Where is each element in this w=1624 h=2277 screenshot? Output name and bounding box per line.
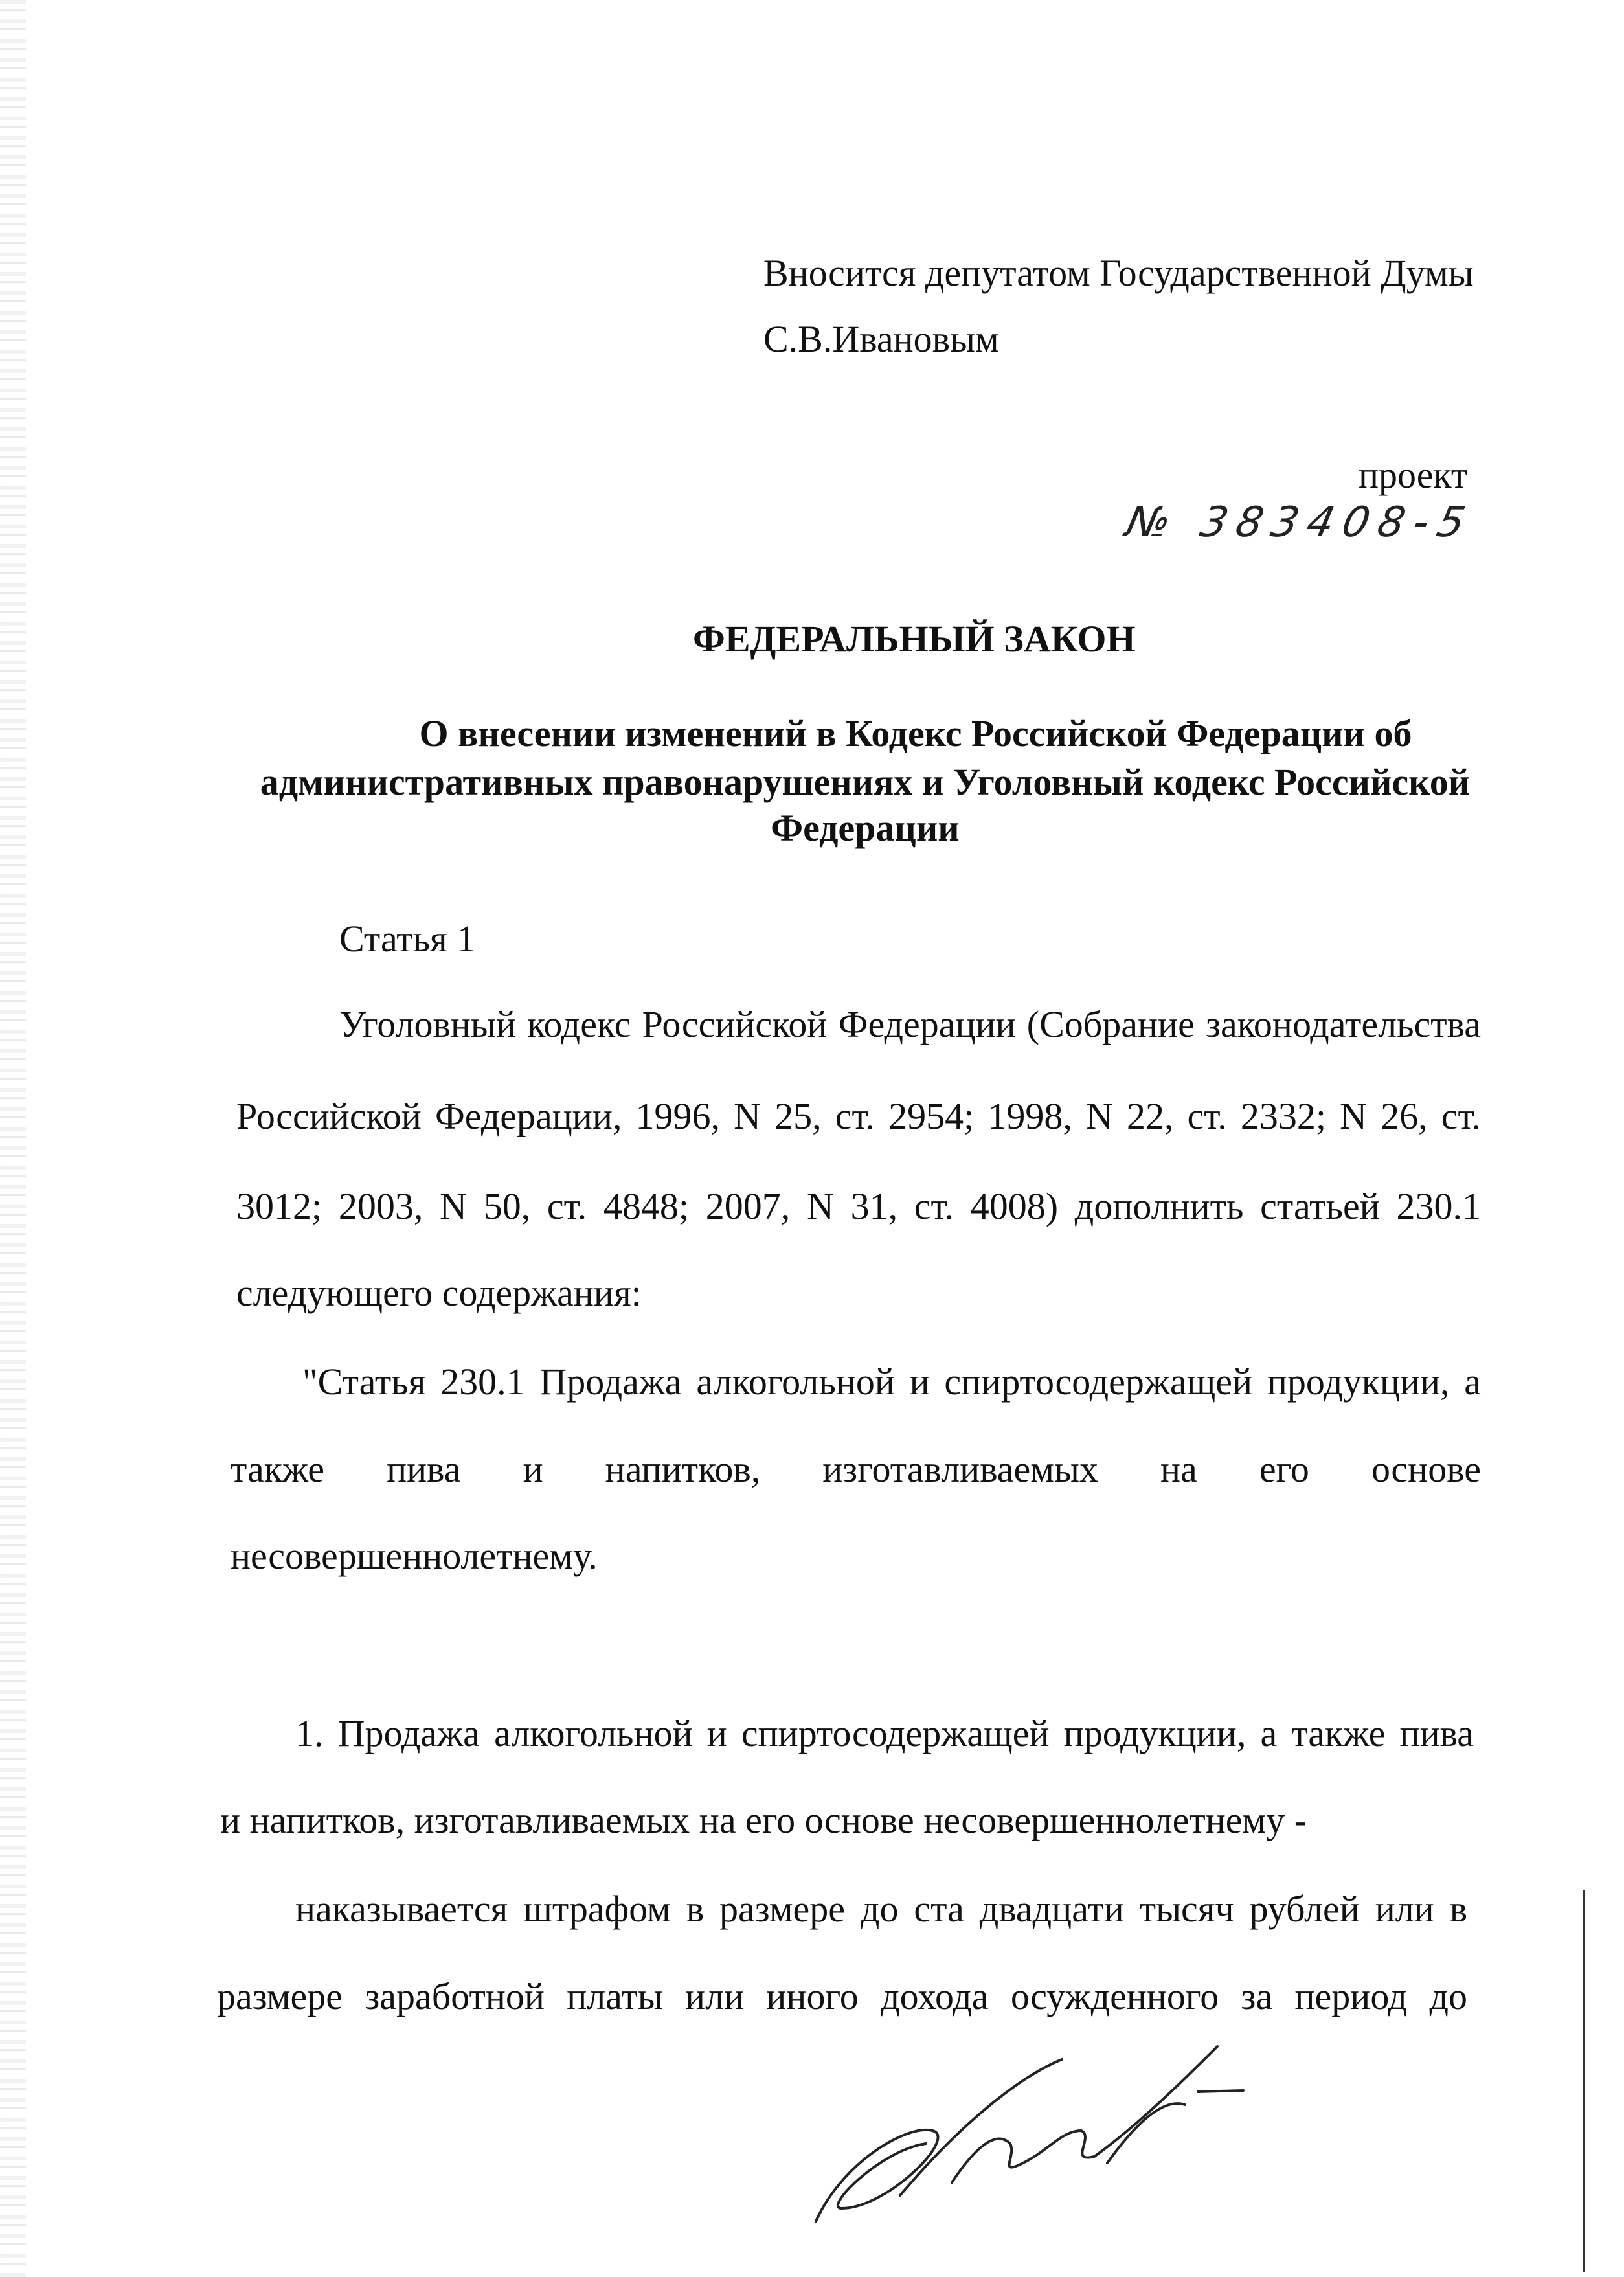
scan-edge-line <box>1583 1890 1585 2272</box>
deputy-name: С.В.Ивановым <box>763 318 999 360</box>
article-heading: Статья 1 <box>339 918 476 960</box>
body-line: также пива и напитков, изготавливаемых на его основе <box>231 1448 1481 1490</box>
body-line: и напитков, изготавливаемых на его основе несовершеннолетнему - <box>220 1799 1307 1841</box>
handwritten-registration-number: № 383408-5 <box>1122 499 1478 547</box>
body-line: 1. Продажа алкогольной и спиртосодержащей продукции, а также пива <box>295 1712 1474 1754</box>
draft-label: проект <box>1359 454 1468 496</box>
body-line: следующего содержания: <box>236 1272 642 1314</box>
signature <box>803 2033 1308 2234</box>
law-title-line: Федерации <box>771 807 960 849</box>
law-type-heading: ФЕДЕРАЛЬНЫЙ ЗАКОН <box>693 618 1136 660</box>
submitted-by: Вносится депутатом Государственной Думы <box>763 252 1474 294</box>
body-line: размере заработной платы или иного дохода осужденного за период до <box>217 1975 1467 2017</box>
law-title-line: О внесении изменений в Кодекс Российской Федерации об <box>419 712 1412 754</box>
body-line: 3012; 2003, N 50, ст. 4848; 2007, N 31, ст. 4008) дополнить статьей 230.1 <box>236 1185 1481 1227</box>
body-line: "Статья 230.1 Продажа алкогольной и спиртосодержащей продукции, а <box>302 1361 1481 1403</box>
body-line: несовершеннолетнему. <box>231 1535 598 1577</box>
body-line: Российской Федерации, 1996, N 25, ст. 2954; 1998, N 22, ст. 2332; N 26, ст. <box>236 1095 1481 1137</box>
body-line: наказывается штрафом в размере до ста двадцати тысяч рублей или в <box>295 1888 1467 1930</box>
scan-edge-noise <box>0 0 26 2277</box>
body-line: Уголовный кодекс Российской Федерации (Собрание законодательства <box>339 1003 1481 1045</box>
law-title-line: административных правонарушениях и Уголовный кодекс Российской <box>260 761 1471 803</box>
